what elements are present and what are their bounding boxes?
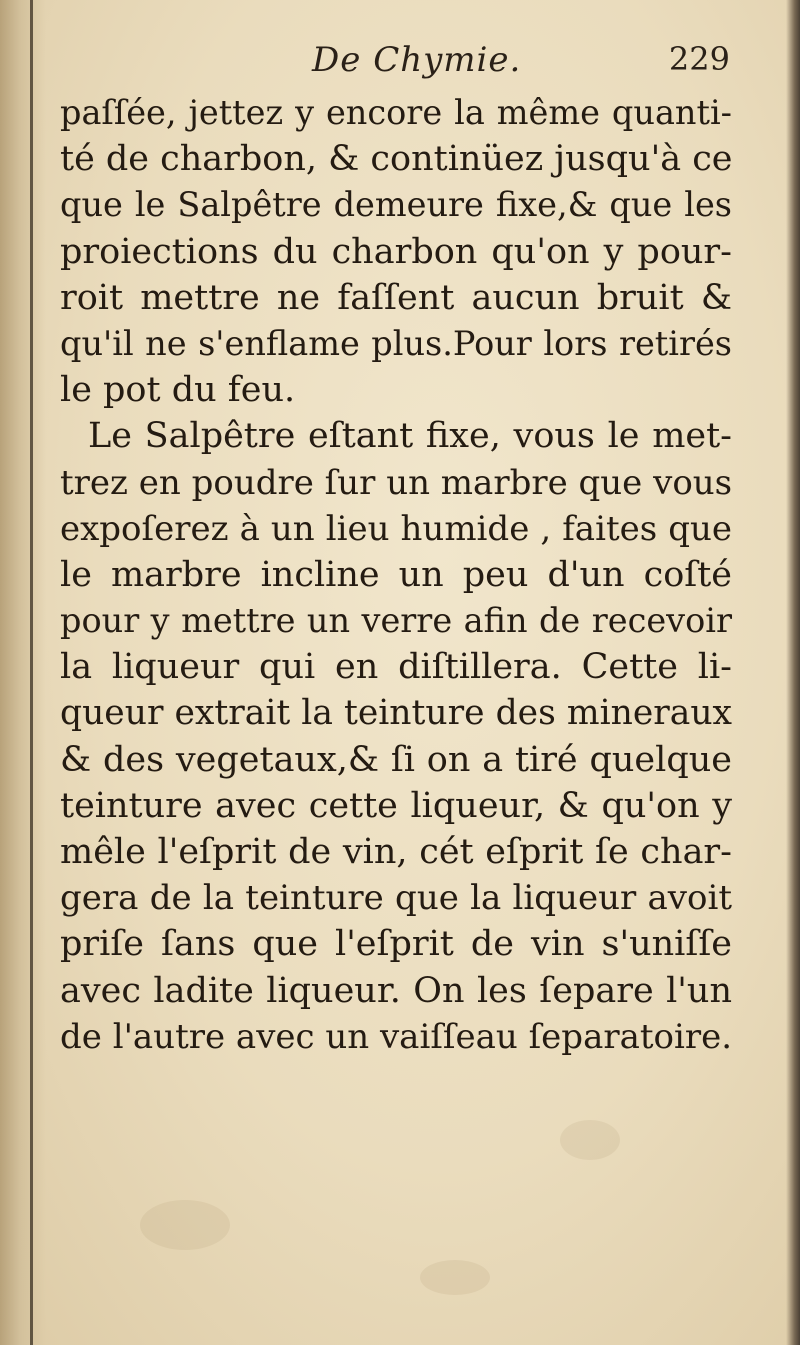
running-title: De Chymie.	[312, 40, 522, 80]
text-line: de l'autre avec un vaiſſeau ſeparatoire.	[60, 1016, 733, 1057]
text-line: mêle l'eſprit de vin, cét eſprit ſe char-	[60, 832, 732, 872]
binding-gutter	[0, 0, 46, 1345]
text-line: paſſée, jettez y encore la même quanti-	[60, 93, 732, 132]
text-line: trez en poudre ſur un marbre que vous	[60, 462, 733, 503]
text-line: pour y mettre un verre afin de recevoir	[60, 601, 732, 641]
paper-stain	[140, 1200, 230, 1250]
text-line: proiections du charbon qu'on y pour-	[60, 231, 732, 272]
text-line: qu'il ne s'enflame plus.Pour lors retirés	[60, 323, 732, 363]
text-line: le pot du feu.	[60, 370, 296, 411]
body-text	[60, 90, 732, 1060]
text-line: gera de la teinture que la liqueur avoit	[60, 878, 732, 919]
text-line: que le Salpêtre demeure fixe,& que les	[60, 185, 732, 225]
text-line: expoſerez à un lieu humide , faites que	[60, 508, 732, 549]
page-header	[60, 40, 730, 90]
text-line: Le Salpêtre eſtant fixe, vous le met-	[88, 416, 732, 457]
text-line: teinture avec cette liqueur, & qu'on y	[60, 785, 732, 826]
binding-edge	[30, 0, 33, 1345]
text-line: té de charbon, & continüez jusqu'à ce	[60, 139, 733, 180]
text-line: priſe ſans que l'eſprit de vin s'uniſſe	[60, 924, 732, 965]
text-line: le marbre incline un peu d'un coſté	[60, 554, 732, 595]
page-right-edge	[786, 0, 800, 1345]
paper-stain	[560, 1120, 620, 1160]
text-line: roit mettre ne faſſent aucun bruit &	[60, 277, 732, 318]
text-line: & des vegetaux,& ſi on a tiré quelque	[60, 739, 732, 780]
text-line: la liqueur qui en diſtillera. Cette li-	[60, 647, 732, 688]
text-line: avec ladite liqueur. On les ſepare l'un	[60, 970, 732, 1011]
paper-stain	[420, 1260, 490, 1295]
text-line: queur extrait la teinture des mineraux	[60, 693, 732, 734]
page-number: 229	[668, 40, 730, 78]
